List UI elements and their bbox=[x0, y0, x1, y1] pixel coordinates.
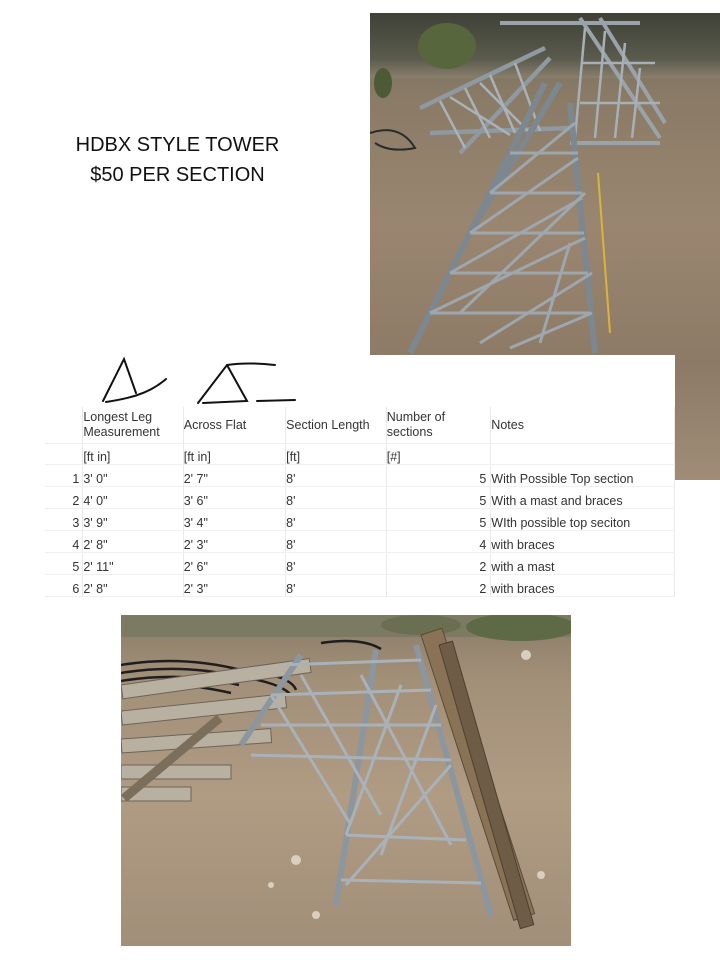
tape-measure bbox=[598, 173, 610, 333]
table-row bbox=[45, 553, 675, 575]
cell-notes: With a mast and braces bbox=[491, 487, 675, 509]
cell-number: 2 bbox=[386, 553, 491, 575]
row-index: 2 bbox=[45, 487, 83, 509]
specification-card bbox=[45, 355, 675, 595]
cell-notes: WIth possible top seciton bbox=[491, 509, 675, 531]
table-row bbox=[45, 465, 675, 487]
cell-leg: 2' 8" bbox=[83, 531, 183, 553]
cell-flat: 3' 6" bbox=[183, 487, 285, 509]
row-index: 6 bbox=[45, 575, 83, 597]
row-index: 1 bbox=[45, 465, 83, 487]
table-header-row bbox=[45, 407, 675, 444]
cell-notes: with braces bbox=[491, 575, 675, 597]
cell-leg: 2' 11" bbox=[83, 553, 183, 575]
unit-leg: [ft in] bbox=[83, 444, 183, 465]
cell-number: 5 bbox=[386, 465, 491, 487]
cell-leg: 2' 8" bbox=[83, 575, 183, 597]
row-index: 4 bbox=[45, 531, 83, 553]
header-section-length: Section Length bbox=[286, 407, 387, 444]
header-notes: Notes bbox=[491, 407, 675, 444]
cell-notes: with braces bbox=[491, 531, 675, 553]
cell-leg: 4' 0" bbox=[83, 487, 183, 509]
headline-price: $50 PER SECTION bbox=[90, 164, 265, 186]
cell-notes: with a mast bbox=[491, 553, 675, 575]
cell-number: 2 bbox=[386, 575, 491, 597]
table-row bbox=[45, 531, 675, 553]
pallet-tower-illustration bbox=[121, 615, 571, 946]
cell-flat: 3' 4" bbox=[183, 509, 285, 531]
cell-number: 4 bbox=[386, 531, 491, 553]
flat-triangle-sketch-icon bbox=[195, 355, 305, 407]
table-row bbox=[45, 509, 675, 531]
unit-number: [#] bbox=[386, 444, 491, 465]
table-row bbox=[45, 575, 675, 597]
listing-headline bbox=[40, 130, 315, 190]
cell-section: 8' bbox=[286, 487, 387, 509]
header-number-of-sections: Number of sections bbox=[386, 407, 491, 444]
cell-leg: 3' 9" bbox=[83, 509, 183, 531]
unit-flat: [ft in] bbox=[183, 444, 285, 465]
table-units-row bbox=[45, 444, 675, 465]
tower-sections-pallet-photo bbox=[121, 615, 571, 946]
cell-flat: 2' 3" bbox=[183, 575, 285, 597]
cell-flat: 2' 3" bbox=[183, 531, 285, 553]
triangle-sketch-icon bbox=[100, 355, 170, 407]
tower-spec-table bbox=[45, 407, 675, 597]
cell-section: 8' bbox=[286, 553, 387, 575]
cell-number: 5 bbox=[386, 487, 491, 509]
row-index: 5 bbox=[45, 553, 83, 575]
cell-section: 8' bbox=[286, 531, 387, 553]
cell-notes: With Possible Top section bbox=[491, 465, 675, 487]
unit-section: [ft] bbox=[286, 444, 387, 465]
cell-section: 8' bbox=[286, 465, 387, 487]
cell-section: 8' bbox=[286, 575, 387, 597]
header-across-flat: Across Flat bbox=[183, 407, 285, 444]
headline-title: HDBX STYLE TOWER bbox=[75, 134, 280, 156]
header-longest-leg: Longest Leg Measurement bbox=[83, 407, 183, 444]
row-index: 3 bbox=[45, 509, 83, 531]
cell-leg: 3' 0" bbox=[83, 465, 183, 487]
cell-section: 8' bbox=[286, 509, 387, 531]
cell-flat: 2' 7" bbox=[183, 465, 285, 487]
cell-number: 5 bbox=[386, 509, 491, 531]
cell-flat: 2' 6" bbox=[183, 553, 285, 575]
table-row bbox=[45, 487, 675, 509]
